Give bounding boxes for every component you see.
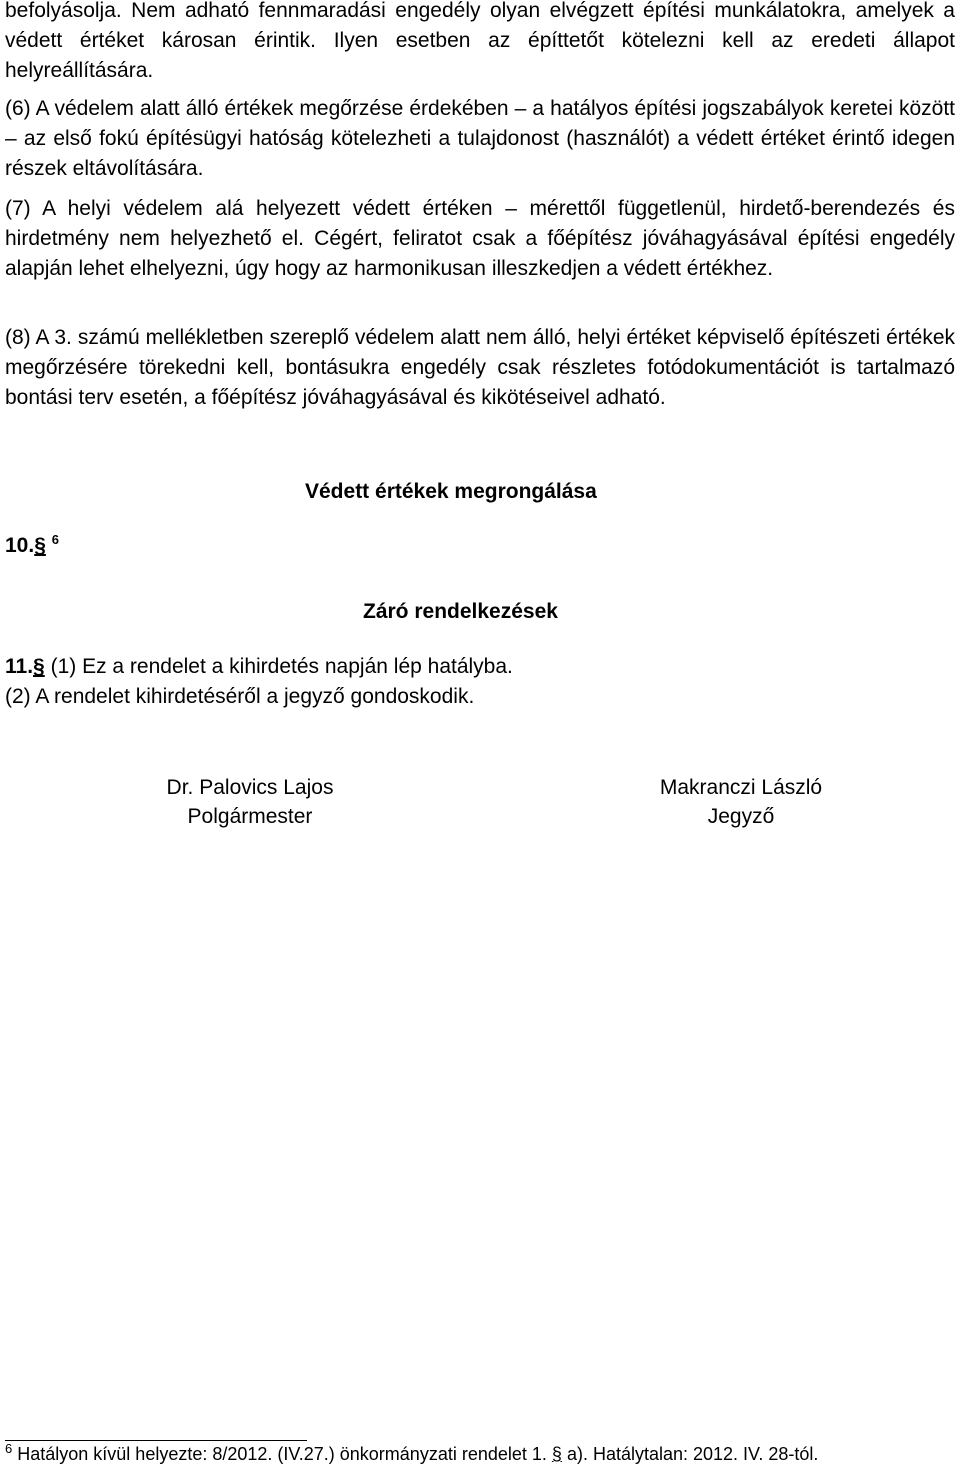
section-symbol: §	[34, 534, 46, 557]
closing-title: Záró rendelkezések	[363, 600, 558, 623]
paragraph-6: (6) A védelem alatt álló értékek megőrzése érdekében – a hatályos építési jogszabályok keretei között – az első fokú építésügyi hatóság kötelezheti a tulajdonost (használót) a védett értéket érintő idegen részek eltávolítására.	[5, 97, 955, 180]
signature-right-name: Makranczi László	[659, 776, 823, 799]
closing-text-1: (1) Ez a rendelet a kihirdetés napján lép hatályba.	[50, 655, 513, 678]
paragraph-8: (8) A 3. számú mellékletben szereplő védelem alatt nem álló, helyi értéket képviselő építészeti értékek megőrzésére törekedni kell, bontásukra engedély csak részletes fotódokumentációt is tartalmazó bontási terv esetén, a főépítész jóváhagyásával és kikötéseivel adható.	[5, 326, 955, 409]
paragraph-7: (7) A helyi védelem alá helyezett védett értéken – mérettől függetlenül, hirdető-berendezés és hirdetmény nem helyezhető el. Cégért, feliratot csak a főépítész jóváhagyásával építési engedély alapján lehet elhelyezni, úgy hogy az harmonikusan illeszkedjen a védett értékhez.	[5, 197, 955, 280]
paragraph-continuation: befolyásolja. Nem adható fennmaradási engedély olyan elvégzett építési munkálatokra, amelyek a védett értéket károsan érintik. Ilyen esetben az építtetőt kötelezni kell az eredeti állapot helyreállítására.	[5, 0, 955, 82]
section-symbol: §	[33, 655, 45, 678]
footnote	[5, 1441, 818, 1467]
section-10-title: Védett értékek megrongálása	[305, 480, 597, 503]
signature-left	[100, 773, 400, 831]
signature-right-title: Jegyző	[707, 805, 775, 828]
footnote-mark: 6	[5, 1441, 13, 1456]
section-10-number: 10.	[5, 534, 35, 557]
footnote-text-after: a). Hatálytalan: 2012. IV. 28-tól.	[566, 1444, 819, 1464]
signature-left-title: Polgármester	[187, 805, 313, 828]
closing-paragraph-2: (2) A rendelet kihirdetéséről a jegyző gondoskodik.	[5, 685, 475, 708]
footnote-text-before: Hatályon kívül helyezte: 8/2012. (IV.27.) önkormányzati rendelet 1.	[17, 1444, 547, 1464]
signature-right	[591, 773, 891, 831]
section-11-number: 11.	[5, 655, 34, 678]
footnote-symbol: §	[551, 1444, 562, 1464]
signature-left-name: Dr. Palovics Lajos	[166, 776, 334, 799]
section-10-heading	[5, 531, 59, 561]
closing-paragraph-1	[5, 652, 955, 682]
footnote-reference[interactable]: 6	[51, 532, 59, 547]
